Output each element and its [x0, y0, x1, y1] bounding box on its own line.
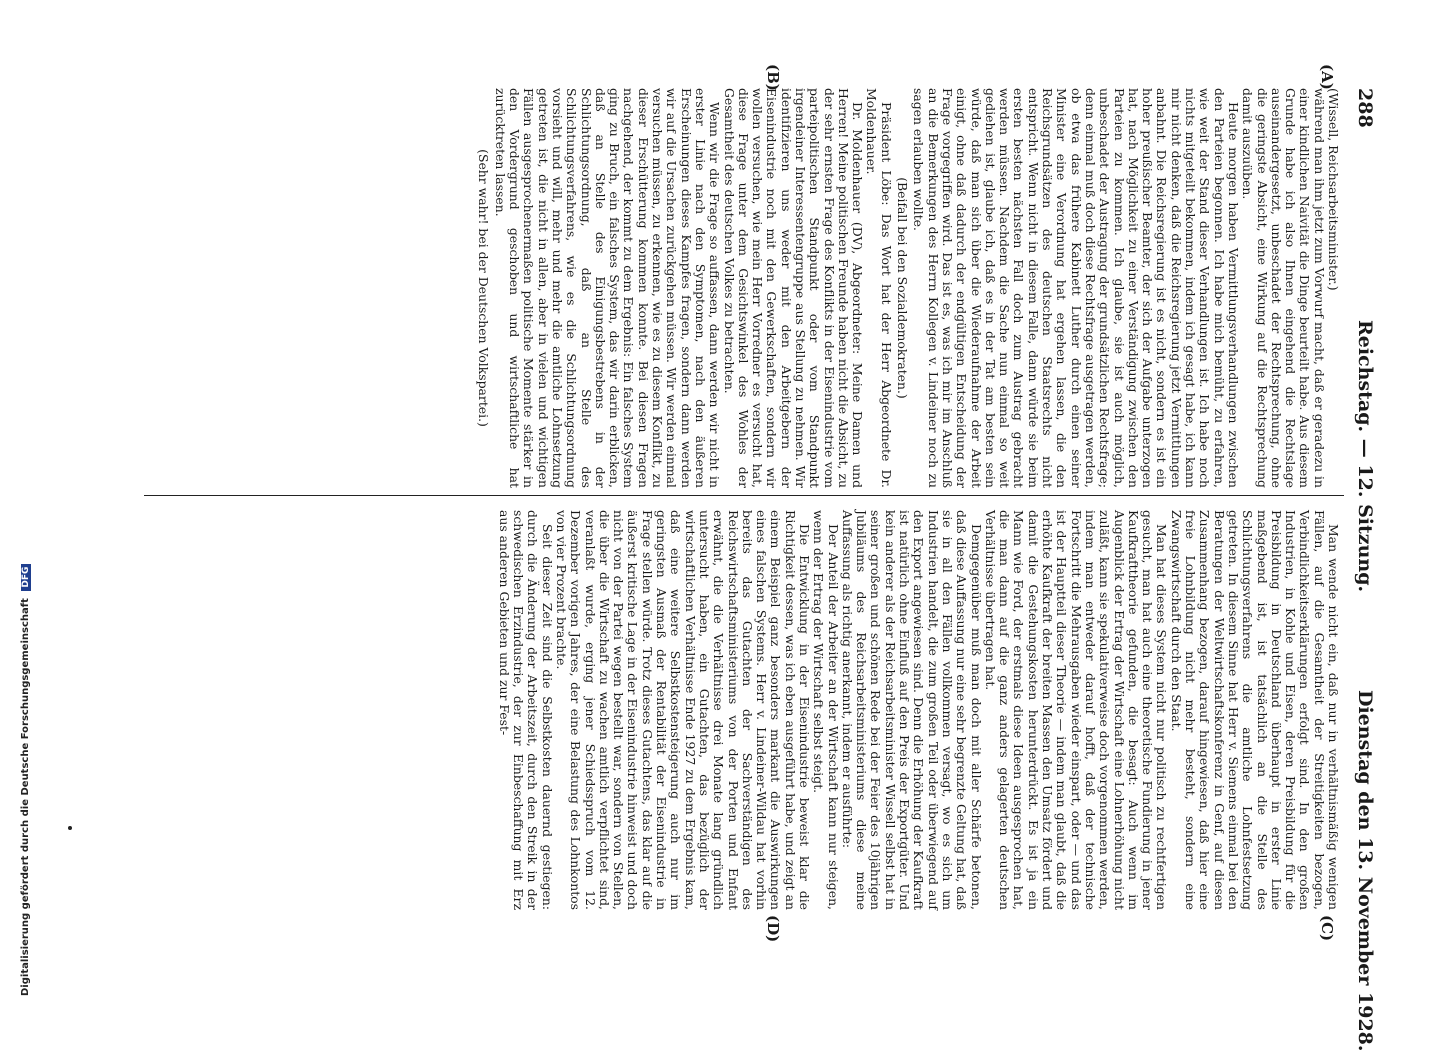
right-column — [496, 510, 1340, 910]
session-date: Dienstag den 13. November 1928. — [1354, 690, 1376, 1052]
digitization-credit — [20, 0, 38, 996]
paragraph: Die Entwicklung in der Eisenindustrie beweist klar die Richtigkeit dessen, was ich eben ausgeführt habe, und zeigt an einem Beispiel ganz besonders markant die Auswirkungen eines falschen Systems. Herr v. Lindeiner-Wildau hat vorhin bereits das Gutachten der Sachverständigen des Reichswirtschaftsministeriums von der Porten und Enfant erwähnt, die die Verhältnisse drei Monate lang gründlich untersucht haben, ein Gutachten, das bezüglich der wirtschaftlichen Verhältnisse Ende 1927 zu dem Ergebnis kam, daß eine weitere Selbstkostensteigerung auch nur im geringsten Ausmaß der Rentabilität der Eisenindustrie in Frage stellen würde. Trotz dieses Gutachtens, das klar auf die äußerst kritische Lage in der Eisenindustrie hinweist und doch nicht von der Partei wegen bestellt war, sondern von Stellen, die über die Wirtschaft zu wachen amtlich verpflichtet sind, veranlaßt wurde, erging jener Schiedsspruch vom 12. Dezember vorigen Jahres, der eine Belastung des Lohnkontos von vier Prozent brachte. — [553, 510, 813, 910]
interjection: (Sehr wahr! bei der Deutschen Volkspartei.) — [476, 149, 492, 427]
paragraph: während man ihm jetzt zum Vorwurf macht, daß er geradezu in einer kindlichen Naivität die Dinge beurteilt habe. Aus diesem Grunde habe ich also Ihnen eingehend die Rechtslage auseinandergesetzt, unbeschadet der Rechtsprechung, ohne die geringste Absicht, eine Wirkung auf die Rechtsprechung damit auszuüben. — [1240, 88, 1327, 488]
credit-text: Digitalisierung gefördert durch die Deutsche Forschungsgemeinschaft — [20, 598, 31, 996]
paragraph: Dr. Moldenhauer (DV), Abgeordneter: Meine Damen und Herren! Meine politischen Freunde haben nicht die Absicht, zu der sehr ernsten Frage des Konflikts in der Eisenindustrie vom parteipolitischen Standpunkt oder vom Standpunkt irgendeiner Interessentengruppe aus Stellung zu nehmen. Wir identifizieren uns weder mit den Arbeitgebern der Eisenindustrie noch mit den Gewerkschaften, sondern wir wollen versuchen, wie mein Herr Vorredner es versucht hat, diese Frage unter dem Gesichtswinkel des Wohles der Gesamtheit des deutschen Volkes zu betrachten. — [721, 88, 866, 488]
paragraph: Heute morgen haben Vermittlungsverhandlungen zwischen den Parteien begonnen. Ich habe mich bemüht, zu erfahren, wie weit der Stand dieser Verhandlungen ist. Ich habe noch nichts mitgeteilt bekommen, indem ich gesagt habe, ich kann mir nicht denken, daß die Reichsregierung jetzt Vermittlungen anbahnt. Die Reichsregierung ist es nicht, sondern es ist ein hoher preußischer Beamter, der sich der Aufgabe unterzogen hat, nach Möglichkeit zu einer Verständigung zwischen den Parteien zu kommen. Ich glaube, sie ist auch möglich, unbeschadet der Austragung der grundsätzlichen Rechtsfrage; denn einmal muß doch diese Rechtsfrage ausgetragen werden, ob etwa das frühere Kabinett Luther durch einen seiner Minister eine Verordnung hat ergehen lassen, die den Reichsgrundsätzen des deutschen Staatsrechts nicht entspricht. Wenn nicht in diesem Falle, dann würde sie beim ersten besten nächsten Fall doch zum Austrag gebracht werden müssen. Nachdem die Sache nun einmal so weit gediehen ist, glaube ich, daß es in der Tat am besten sein würde, daß man sich über die Wiederaufnahme der Arbeit einigt, ohne daß dadurch der endgültigen Entscheidung der Frage vorgegriffen wird. Das ist es, was ich mir im Anschluß an die Bemerkungen des Herrn Kollegen v. Lindeiner noch zu sagen erlauben wollte. — [911, 88, 1241, 488]
page-header — [1348, 70, 1380, 1052]
paragraph: Man hat dieses System nicht nur politisch zu rechtfertigen gesucht, man hat auch eine theoretische Fundierung in jener Kaufkrafttheorie gefunden, die besagt: Auch wenn im Augenblick der Ertrag der Wirtschaft eine Lohnerhöhung nicht zuläßt, kann sie spekulativerweise doch vorgenommen werden, indem man entweder darauf hofft, daß der technische Fortschritt die Mehrausgaben wieder einspart, oder — und das ist der Hauptteil dieser Theorie — indem man glaubt, daß die erhöhte Kaufkraft der breiten Massen den Umsatz fördert und damit die Gestehungskosten herunterdrückt. Es ist ja ein Mann wie Ford, der erstmals diese Ideen ausgesprochen hat, die man dann auf die ganz anders gelagerten deutschen Verhältnisse übertragen hat. — [982, 510, 1170, 910]
left-column — [474, 88, 1340, 488]
page-number: 288 — [1354, 88, 1376, 128]
quotation: Der Anteil der Arbeiter an der Wirtschaft kann nur steigen, wenn der Ertrag der Wirtschaft selbst steigt. — [811, 510, 841, 910]
column-divider — [144, 495, 1344, 496]
session-title: Reichstag. — 12. Sitzung. — [1354, 320, 1376, 593]
scan-mark — [68, 826, 72, 830]
speaker-attribution: (Wissell, Reichsarbeitsminister.) — [1326, 88, 1341, 291]
paragraph: Seit dieser Zeit sind die Selbstkosten dauernd gestiegen: durch die Änderung der Arbeitszeit, durch den Streik in der schwedischen Erzindustrie, der zur Einbeschaffung mit Erz aus anderen Gebieten und zur Fest- — [496, 510, 555, 910]
paragraph: Demgegenüber muß man doch mit aller Schärfe betonen, daß diese Auffassung nur eine sehr begrenzte Geltung hat, daß sie in all den Fällen vollkommen versagt, wo es sich um Industrien handelt, die zum großen Teil oder überwiegend auf den Export angewiesen sind. Denn die Erhöhung der Kaufkraft ist natürlich ohne Einfluß auf den Preis der Exportgüter. Und kein anderer als der Reichsarbeitsminister Wissell selbst hat in seiner großen und schönen Rede bei der Feier des 10jährigen Jubiläums des Reichsarbeitsministeriums diese meine Auffassung als richtig anerkannt, indem er ausführte: — [839, 510, 984, 910]
margin-letter-a: (A) — [1318, 64, 1336, 90]
interjection: (Beifall bei den Sozialdemokraten.) — [895, 177, 911, 399]
paragraph: Präsident Löbe: Das Wort hat der Herr Abgeordnete Dr. Moldenhauer. — [864, 88, 894, 488]
document-page — [140, 64, 1380, 1052]
dfg-logo-icon: DFG — [21, 564, 31, 591]
margin-letter-c: (C) — [1318, 915, 1336, 942]
paragraph: Wenn wir die Frage so auffassen, dann werden wir nicht in erster Linie nach den Symptomen, nach den äußeren Erscheinungen dieses Kampfes fragen, sondern dann werden wir auf die Ursachen zurückgehen müssen. Wir werden einmal versuchen müssen, zu erkennen, wie es zu diesem Konflikt, zu dieser Erschütterung kommen konnte. Bei diesen Fragen nachgehend, der kommt zu dem Ergebnis: Ein falsches System ging zu Bruch, ein falsches System, das wir darin erblicken, daß an Stelle des Einigungsbestrebens in der Schlichtungsordnung, daß an Stelle des Schlichtungsverfahrens, wie es die Schlichtungsordnung vorsieht und will, mehr und mehr die amtliche Lohnsetzung getreten ist, die nicht in allen, aber in vielen und wichtigen Fällen ausgesprochenermaßen politische Momente stärker in den Vordergrund geschoben und wirtschaftliche hat zurücktreten lassen. — [492, 88, 723, 488]
margin-letter-d: (D) — [764, 915, 782, 943]
margin-letter-b: (B) — [764, 64, 782, 91]
paragraph: Man wende nicht ein, daß nur in verhältnismäßig wenigen Fällen, auf die Gesamtheit der Streitigkeiten bezogen, Verbindlichkeitserklärungen erfolgt sind. In den großen Industrien, in Kohle und Eisen, deren Preisbildung für die Preisbildung in Deutschland überhaupt in erster Linie maßgebend ist, ist tatsächlich an die Stelle des Schlichtungsverfahrens die amtliche Lohnfestsetzung getreten. In diesem Sinne hat Herr v. Siemens einmal bei den Beratungen der Weltwirtschaftskonferenz in Genf, auf diesen Zusammenhang bezogen, darauf hingewiesen, daß hier eine freie Lohnbildung nicht mehr besteht, sondern eine Zwangswirtschaft durch den Staat. — [1168, 510, 1341, 910]
